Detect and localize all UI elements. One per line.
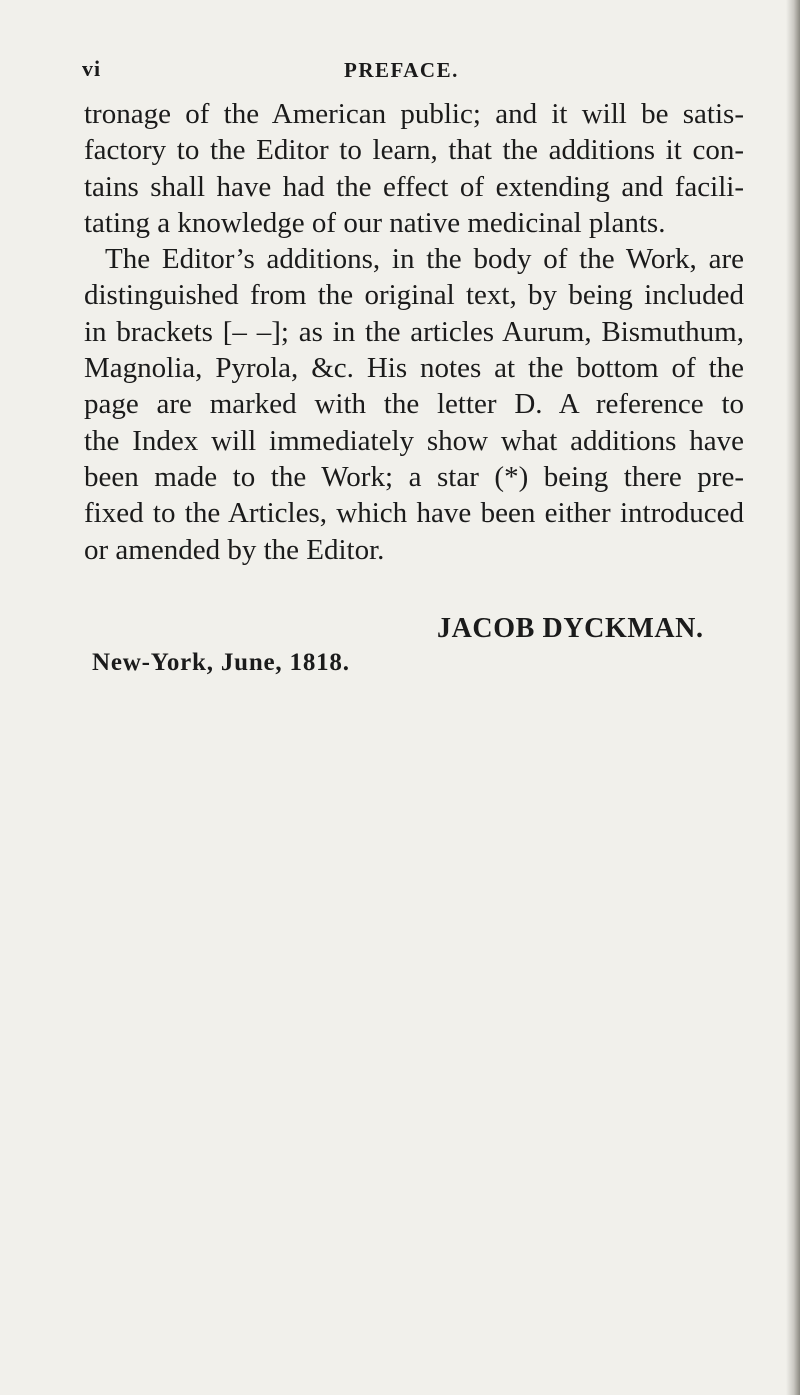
dateline: New-York, June, 1818. bbox=[92, 649, 350, 676]
text-line: factory to the Editor to learn, that the additions it con- bbox=[84, 134, 744, 167]
text-line: fixed to the Articles, which have been either introduced bbox=[84, 497, 744, 530]
text-line: Magnolia, Pyrola, &c. His notes at the bottom of the bbox=[84, 352, 744, 385]
text-line: the Index will immediately show what additions have bbox=[84, 424, 744, 457]
text-line: been made to the Work; a star (*) being there pre- bbox=[84, 460, 744, 493]
page-edge-shadow bbox=[786, 0, 800, 1395]
text-line: page are marked with the letter D. A reference to bbox=[84, 388, 744, 421]
paragraph-2 bbox=[84, 241, 744, 568]
text-line: tains shall have had the effect of extending and facili- bbox=[84, 170, 744, 203]
text-line: in brackets [– –]; as in the articles Aurum, Bismuthum, bbox=[84, 315, 744, 348]
page-number: vi bbox=[82, 56, 102, 81]
text-line: tronage of the American public; and it will be satis- bbox=[84, 98, 744, 130]
text-line: distinguished from the original text, by being included bbox=[84, 279, 744, 312]
preface-body bbox=[84, 96, 744, 568]
text-line: tating a knowledge of our native medicinal plants. bbox=[84, 206, 666, 239]
text-line: The Editor’s additions, in the body of the Work, are bbox=[105, 243, 744, 276]
editor-signature: JACOB DYCKMAN. bbox=[437, 613, 704, 644]
paragraph-1 bbox=[84, 96, 744, 241]
text-line: or amended by the Editor. bbox=[84, 533, 385, 566]
running-head: PREFACE. bbox=[344, 58, 459, 82]
